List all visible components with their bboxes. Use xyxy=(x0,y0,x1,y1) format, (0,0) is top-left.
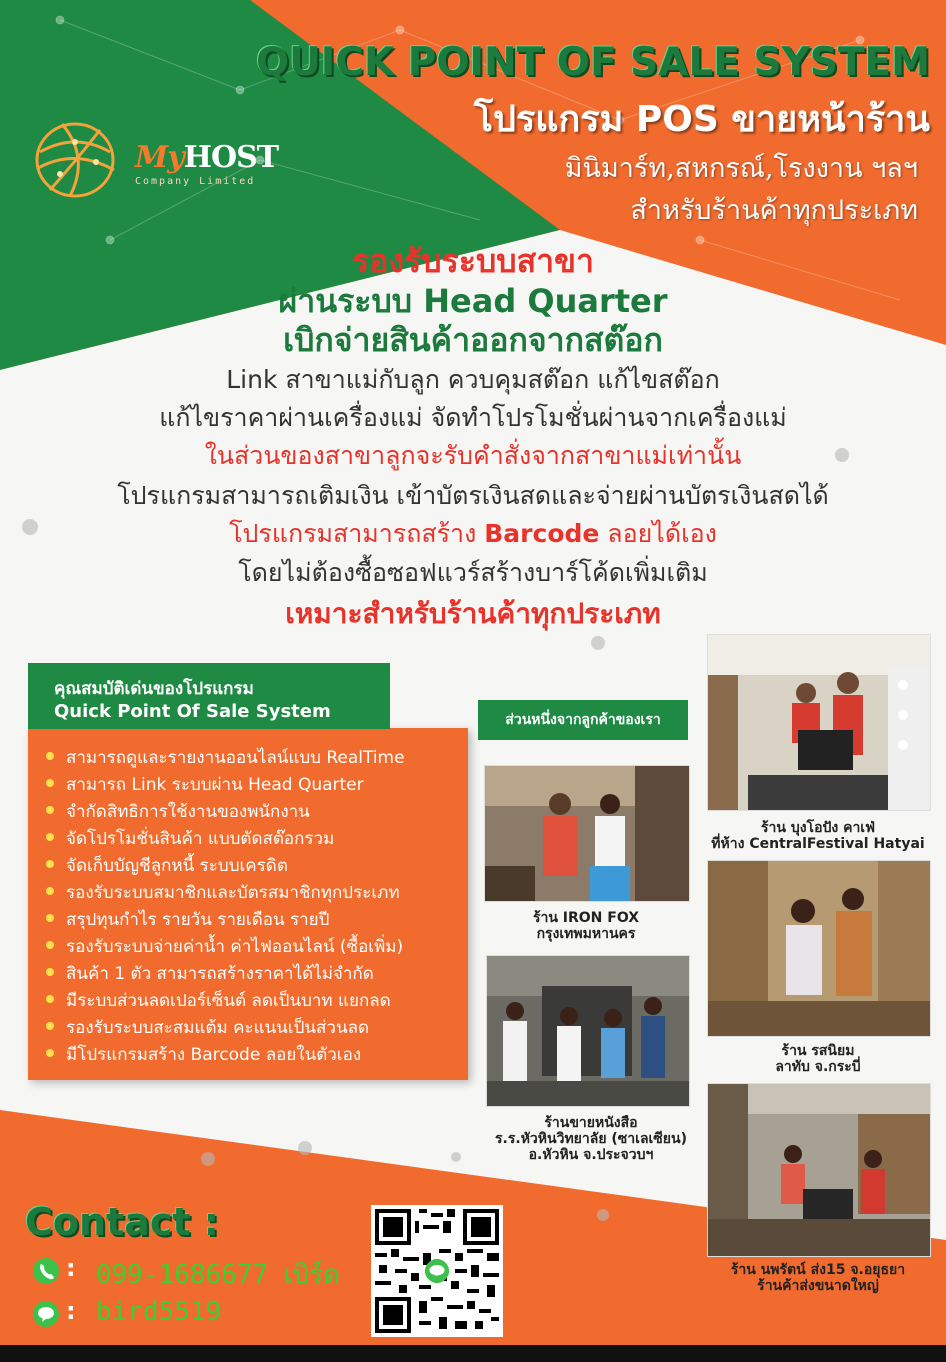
feature-item: รองรับระบบสะสมแต้ม คะแนนเป็นส่วนลด xyxy=(46,1014,464,1041)
features-heading xyxy=(28,663,390,729)
body-line-4: โปรแกรมสามารถเติมเงิน เข้าบัตรเงินสดและจ่ายผ่านบัตรเงินสดได้ xyxy=(117,481,829,510)
customer-photo-wholesale xyxy=(707,1083,931,1257)
globe-icon xyxy=(30,112,126,207)
feature-item: มีระบบส่วนลดเปอร์เซ็นต์ ลดเป็นบาท แยกลด xyxy=(46,987,464,1014)
feature-item: รองรับระบบจ่ายค่าน้ำ ค่าไฟออนไลน์ (ซื้อเพิ่ม) xyxy=(46,933,464,960)
feature-item: สินค้า 1 ตัว สามารถสร้างราคาได้ไม่จำกัด xyxy=(46,960,464,987)
customer-photo-bookstore xyxy=(486,955,690,1107)
line-app-icon xyxy=(33,1301,59,1327)
headline-line-1: รองรับระบบสาขา xyxy=(352,242,594,280)
logo-company-text: Company Limited xyxy=(135,176,256,187)
body-line-7: เหมาะสำหรับร้านค้าทุกประเภท xyxy=(285,597,661,630)
caption-wholesale: ร้าน นพรัตน์ ส่ง15 จ.อยุธยา ร้านค้าส่งขนาดใหญ่ xyxy=(730,1262,906,1294)
feature-item: มีโปรแกรมสร้าง Barcode ลอยในตัวเอง xyxy=(46,1041,464,1068)
phone-number[interactable]: 099-1686677 เบิร์ด xyxy=(96,1260,341,1290)
phone-icon xyxy=(33,1258,59,1284)
customer-photo-rosniyom xyxy=(707,860,931,1037)
caption-iron-fox: ร้าน IRON FOX กรุงเทพมหานคร xyxy=(532,910,640,942)
feature-item: จัดโปรโมชั่นสินค้า แบบตัดสต๊อกรวม xyxy=(46,825,464,852)
headline-line-3: เบิกจ่ายสินค้าออกจากสต๊อก xyxy=(283,321,663,359)
feature-item: จัดเก็บบัญชีลูกหนี้ ระบบเครดิต xyxy=(46,852,464,879)
customer-photo-iron-fox xyxy=(484,765,690,902)
qr-code[interactable] xyxy=(371,1205,503,1337)
customer-photo-cafe xyxy=(707,634,931,811)
bottom-bar xyxy=(0,1345,946,1362)
title-english: QUICK POINT OF SALE SYSTEM xyxy=(255,40,930,85)
caption-bookstore: ร้านขายหนังสือ ร.ร.หัวหินวิทยาลัย (ซาเลเซียน) อ.หัวหิน จ.ประจวบฯ xyxy=(495,1115,687,1163)
body-line-3: ในส่วนของสาขาลูกจะรับคำสั่งจากสาขาแม่เท่านั้น xyxy=(204,441,742,470)
feature-item: สามารถ Link ระบบผ่าน Head Quarter xyxy=(46,771,464,798)
feature-item: สรุปทุนกำไร รายวัน รายเดือน รายปี xyxy=(46,906,464,933)
contact-title: Contact : xyxy=(25,1200,219,1244)
line-id[interactable]: bird5519 xyxy=(96,1297,222,1327)
caption-rosniyom: ร้าน รสนิยม ลาทับ จ.กระบี่ xyxy=(775,1043,861,1075)
headline-line-2: ผ่านระบบ Head Quarter xyxy=(278,282,668,320)
body-line-5: โปรแกรมสามารถสร้าง Barcode ลอยได้เอง xyxy=(229,519,717,548)
feature-item: รองรับระบบสมาชิกและบัตรสมาชิกทุกประเภท xyxy=(46,879,464,906)
subtitle-line-1: มินิมาร์ท,สหกรณ์,โรงงาน ฯลฯ xyxy=(564,153,918,184)
features-heading-line-1: คุณสมบัติเด่นของโปรแกรม xyxy=(54,679,254,699)
features-heading-line-2: Quick Point Of Sale System xyxy=(54,701,331,722)
feature-item: สามารถดูและรายงานออนไลน์แบบ RealTime xyxy=(46,744,464,771)
customers-heading: ส่วนหนึ่งจากลูกค้าของเรา xyxy=(478,700,688,740)
poster: MyHOST Company Limited QUICK POINT OF SALE SYSTEM โปรแกรม POS ขายหน้าร้าน มินิมาร์ท,สหกรณ์,โรงงาน ฯลฯ สำหรับร้านค้าทุกประเภท รองรับระบบสาขา ผ่านระบบ Head Quarter เบิกจ่ายสินค้าออกจากสต๊อก Link สาขาแม่กับลูก ควบคุมสต๊อก แก้ไขสต๊อก แก้ไขราคาผ่านเครื่องแม่ จัดทำโปรโมชั่นผ่านจากเครื่องแม่ ในส่วนของสาขาลูกจะรับคำสั่งจากสาขาแม่เท่านั้น โปรแกรมสามารถเติมเงิน เข้าบัตรเงินสดและจ่ายผ่านบัตรเงินสดได้ โปรแกรมสามารถสร้าง Barcode ลอยได้เอง โดยไม่ต้องซื้อซอฟแวร์สร้างบาร์โค้ดเพิ่มเติม เหมาะสำหรับร้านค้าทุกประเภท คุณสมบัติเด่นของโปรแกรม Quick Point Of Sale System สามารถดูและรายงานออนไลน์แบบ RealTime สามารถ Link ระบบผ่าน Head Quarter จำกัดสิทธิการใช้งานของพนักงาน จัดโปรโมชั่นสินค้า แบบตัดสต๊อกรวม จัดเก็บบัญชีลูกหนี้ ระบบเครดิต รองรับระบบสมาชิกและบัตรสมาชิกทุกประเภท สรุปทุนกำไร รายวัน รายเดือน รายปี รองรับระบบจ่ายค่าน้ำ ค่าไฟออนไลน์ (ซื้อเพิ่ม) สินค้า 1 ตัว สามารถสร้างราคาได้ไม่จำกัด มีระบบส่วนลดเปอร์เซ็นต์ ลดเป็นบาท แยกลด รองรับระบบสะสมแต้ม คะแนนเป็นส่วนลด มีโปรแกรมสร้าง Barcode ลอยในตัวเอง ส่วนหนึ่งจากลูกค้าของเรา ร้าน บุงโอปัง คาเฟ่ ที่ห้าง CentralFestival Hatyai ร้าน IRON FOX กรุงเทพมหานคร ร้าน รสนิยม ลาทับ จ.กระบี่ ร้านขายหนังสือ ร.ร.หัวหินวิทยาลัย (ซาเลเซียน) อ.หัวหิน จ.ประจวบฯ ร้าน นพรัตน์ ส่ง15 จ.อยุธยา ร้านค้าส่งขนาดใหญ่ Contact : : 099-1686677 เบิร์ด : bird5519 xyxy=(0,0,946,1345)
logo-wordmark: MyHOST xyxy=(135,140,279,175)
body-line-2: แก้ไขราคาผ่านเครื่องแม่ จัดทำโปรโมชั่นผ่านจากเครื่องแม่ xyxy=(159,403,787,432)
features-list xyxy=(46,744,464,1068)
feature-item: จำกัดสิทธิการใช้งานของพนักงาน xyxy=(46,798,464,825)
subtitle-line-2: สำหรับร้านค้าทุกประเภท xyxy=(630,195,918,226)
caption-cafe: ร้าน บุงโอปัง คาเฟ่ ที่ห้าง CentralFestival Hatyai xyxy=(711,820,925,852)
title-thai: โปรแกรม POS ขายหน้าร้าน xyxy=(473,99,930,140)
body-line-6: โดยไม่ต้องซื้อซอฟแวร์สร้างบาร์โค้ดเพิ่มเติม xyxy=(238,558,708,587)
body-line-1: Link สาขาแม่กับลูก ควบคุมสต๊อก แก้ไขสต๊อก xyxy=(226,365,720,394)
company-logo xyxy=(30,112,290,207)
